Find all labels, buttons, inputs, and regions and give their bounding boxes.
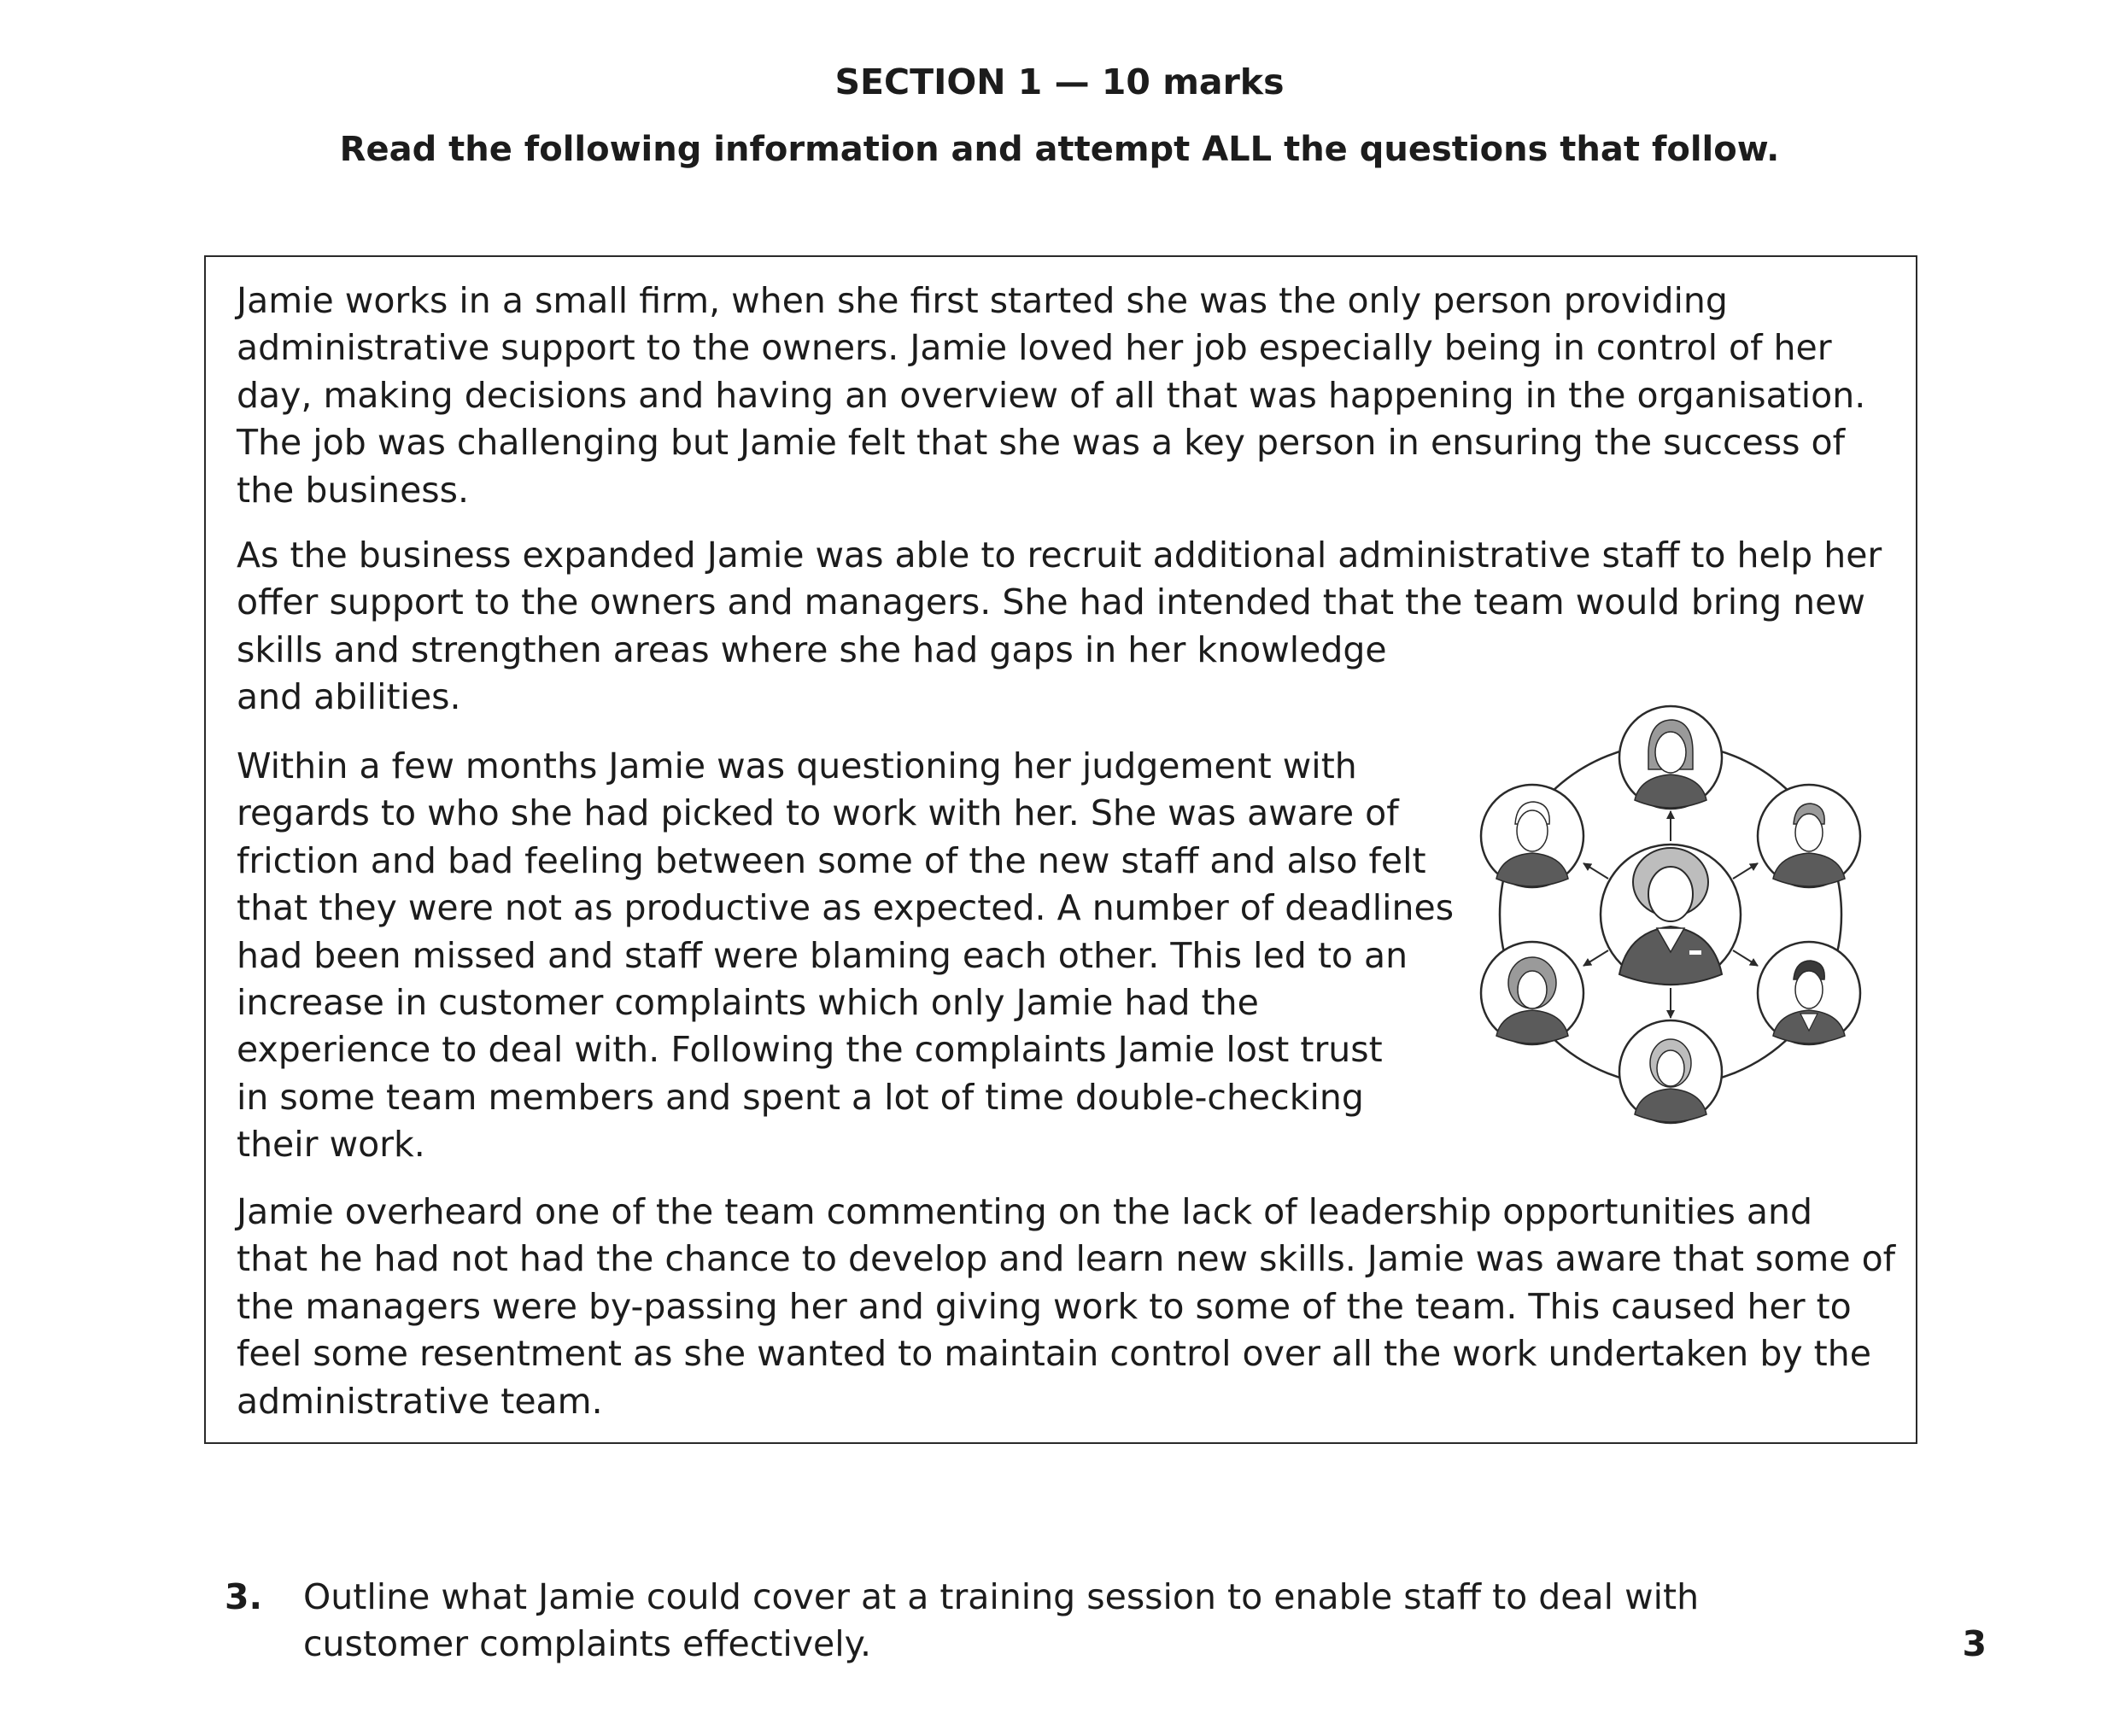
text-line: increase in customer complaints which only Jamie had the <box>237 982 1259 1024</box>
text-line: in some team members and spent a lot of time double-checking <box>237 1076 1364 1118</box>
text-line: that they were not as productive as expected. A number of deadlines <box>237 887 1455 929</box>
team-member-avatar <box>1758 785 1860 887</box>
text-line: had been missed and staff were blaming each other. This led to an <box>237 934 1408 976</box>
text-line: skills and strengthen areas where she had gaps in her knowledge <box>237 628 1387 670</box>
text-line: customer complaints effectively. <box>303 1623 872 1665</box>
text-line: The job was challenging but Jamie felt that she was a key person in ensuring the success of <box>237 422 1846 464</box>
section-instruction: Read the following information and attempt ALL the questions that follow. <box>339 130 1780 169</box>
text-line: administrative team. <box>237 1380 603 1422</box>
text-line: Outline what Jamie could cover at a training session to enable staff to deal with <box>303 1576 1700 1617</box>
question-text <box>303 1574 1699 1669</box>
text-line: friction and bad feeling between some of the new staff and also felt <box>237 839 1426 881</box>
case-paragraph-3 <box>237 743 1454 1169</box>
text-line: regards to who she had picked to work with her. She was aware of <box>237 792 1399 834</box>
text-line: offer support to the owners and managers. She had intended that the team would bring new <box>237 582 1865 623</box>
team-leader-avatar <box>1601 845 1741 985</box>
team-member-avatar <box>1758 942 1860 1044</box>
question-number: 3. <box>225 1576 263 1617</box>
case-paragraph-2 <box>237 532 1882 722</box>
section-title: SECTION 1 — 10 marks <box>834 61 1285 102</box>
text-line: day, making decisions and having an overview of all that was happening in the organisation. <box>237 374 1866 416</box>
text-line: Within a few months Jamie was questioning her judgement with <box>237 745 1357 786</box>
text-line: experience to deal with. Following the complaints Jamie lost trust <box>237 1029 1383 1071</box>
text-line: feel some resentment as she wanted to maintain control over all the work undertaken by the <box>237 1333 1871 1375</box>
team-member-avatar <box>1481 785 1583 887</box>
text-line: that he had not had the chance to develop and learn new skills. Jamie was aware that some of <box>237 1238 1896 1280</box>
case-paragraph-4 <box>237 1189 1895 1425</box>
question-marks: 3 <box>1962 1623 1987 1664</box>
text-line: their work. <box>237 1124 425 1166</box>
team-member-avatar <box>1481 942 1583 1044</box>
text-line: the business. <box>237 469 470 511</box>
text-line: the managers were by-passing her and giving work to some of the team. This caused her to <box>237 1285 1852 1327</box>
text-line: As the business expanded Jamie was able to recruit additional administrative staff to help her <box>237 535 1882 576</box>
team-leader-network-icon <box>1469 696 1870 1136</box>
team-member-avatar <box>1619 1020 1722 1123</box>
team-member-avatar <box>1619 706 1722 809</box>
text-line: and abilities. <box>237 676 461 718</box>
text-line: Jamie overheard one of the team commenting on the lack of leadership opportunities and <box>237 1191 1813 1232</box>
text-line: Jamie works in a small firm, when she first started she was the only person providing <box>237 280 1728 321</box>
case-paragraph-1 <box>237 278 1865 514</box>
text-line: administrative support to the owners. Jamie loved her job especially being in control of her <box>237 327 1832 369</box>
